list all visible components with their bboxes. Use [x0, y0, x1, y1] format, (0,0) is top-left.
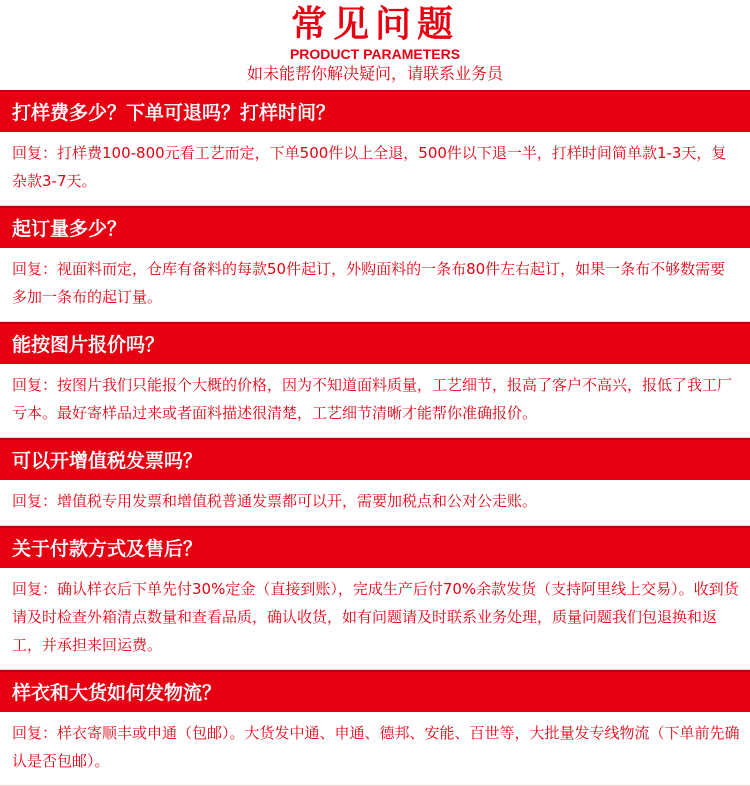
faq-item-logistics: [0, 670, 750, 786]
page-title: 常见问题: [290, 4, 459, 45]
faq-header: [0, 0, 750, 90]
faq-item-moq: [0, 206, 750, 322]
faq-item-payment: [0, 526, 750, 670]
answer-text: 回复：按图片我们只能报个大概的价格，因为不知道面料质量，工艺细节，报高了客户不高兴，报低了我工厂亏本。最好寄样品过来或者面料描述很清楚，工艺细节清晰才能帮你准确报价。: [0, 364, 750, 438]
contact-hint: 如未能帮你解决疑问，请联系业务员: [246, 64, 503, 83]
english-subtitle: PRODUCT PARAMETERS: [289, 46, 461, 62]
question-heading: 可以开增值税发票吗？: [0, 438, 750, 480]
faq-item-sample-fee: [0, 90, 750, 206]
faq-item-invoice: [0, 438, 750, 526]
question-heading: 样衣和大货如何发物流？: [0, 670, 750, 712]
question-heading: 打样费多少？下单可退吗？打样时间？: [0, 90, 750, 132]
question-heading: 能按图片报价吗？: [0, 322, 750, 364]
answer-text: 回复：确认样衣后下单先付30%定金（直接到账），完成生产后付70%余款发货（支持阿里线上交易）。收到货请及时检查外箱清点数量和查看品质，确认收货，如有问题请及时联系业务处理，质量问题我们包退换和返工，并承担来回运费。: [0, 568, 750, 670]
question-heading: 关于付款方式及售后？: [0, 526, 750, 568]
faq-item-quote-by-image: [0, 322, 750, 438]
answer-text: 回复：打样费100-800元看工艺而定，下单500件以上全退，500件以下退一半，打样时间简单款1-3天，复杂款3-7天。: [0, 132, 750, 206]
answer-text: 回复：样衣寄顺丰或申通（包邮）。大货发中通、申通、德邦、安能、百世等，大批量发专线物流（下单前先确认是否包邮）。: [0, 712, 750, 786]
answer-text: 回复：增值税专用发票和增值税普通发票都可以开，需要加税点和公对公走账。: [0, 480, 750, 526]
question-heading: 起订量多少？: [0, 206, 750, 248]
answer-text: 回复：视面料而定，仓库有备料的每款50件起订，外购面料的一条布80件左右起订，如果一条布不够数需要多加一条布的起订量。: [0, 248, 750, 322]
